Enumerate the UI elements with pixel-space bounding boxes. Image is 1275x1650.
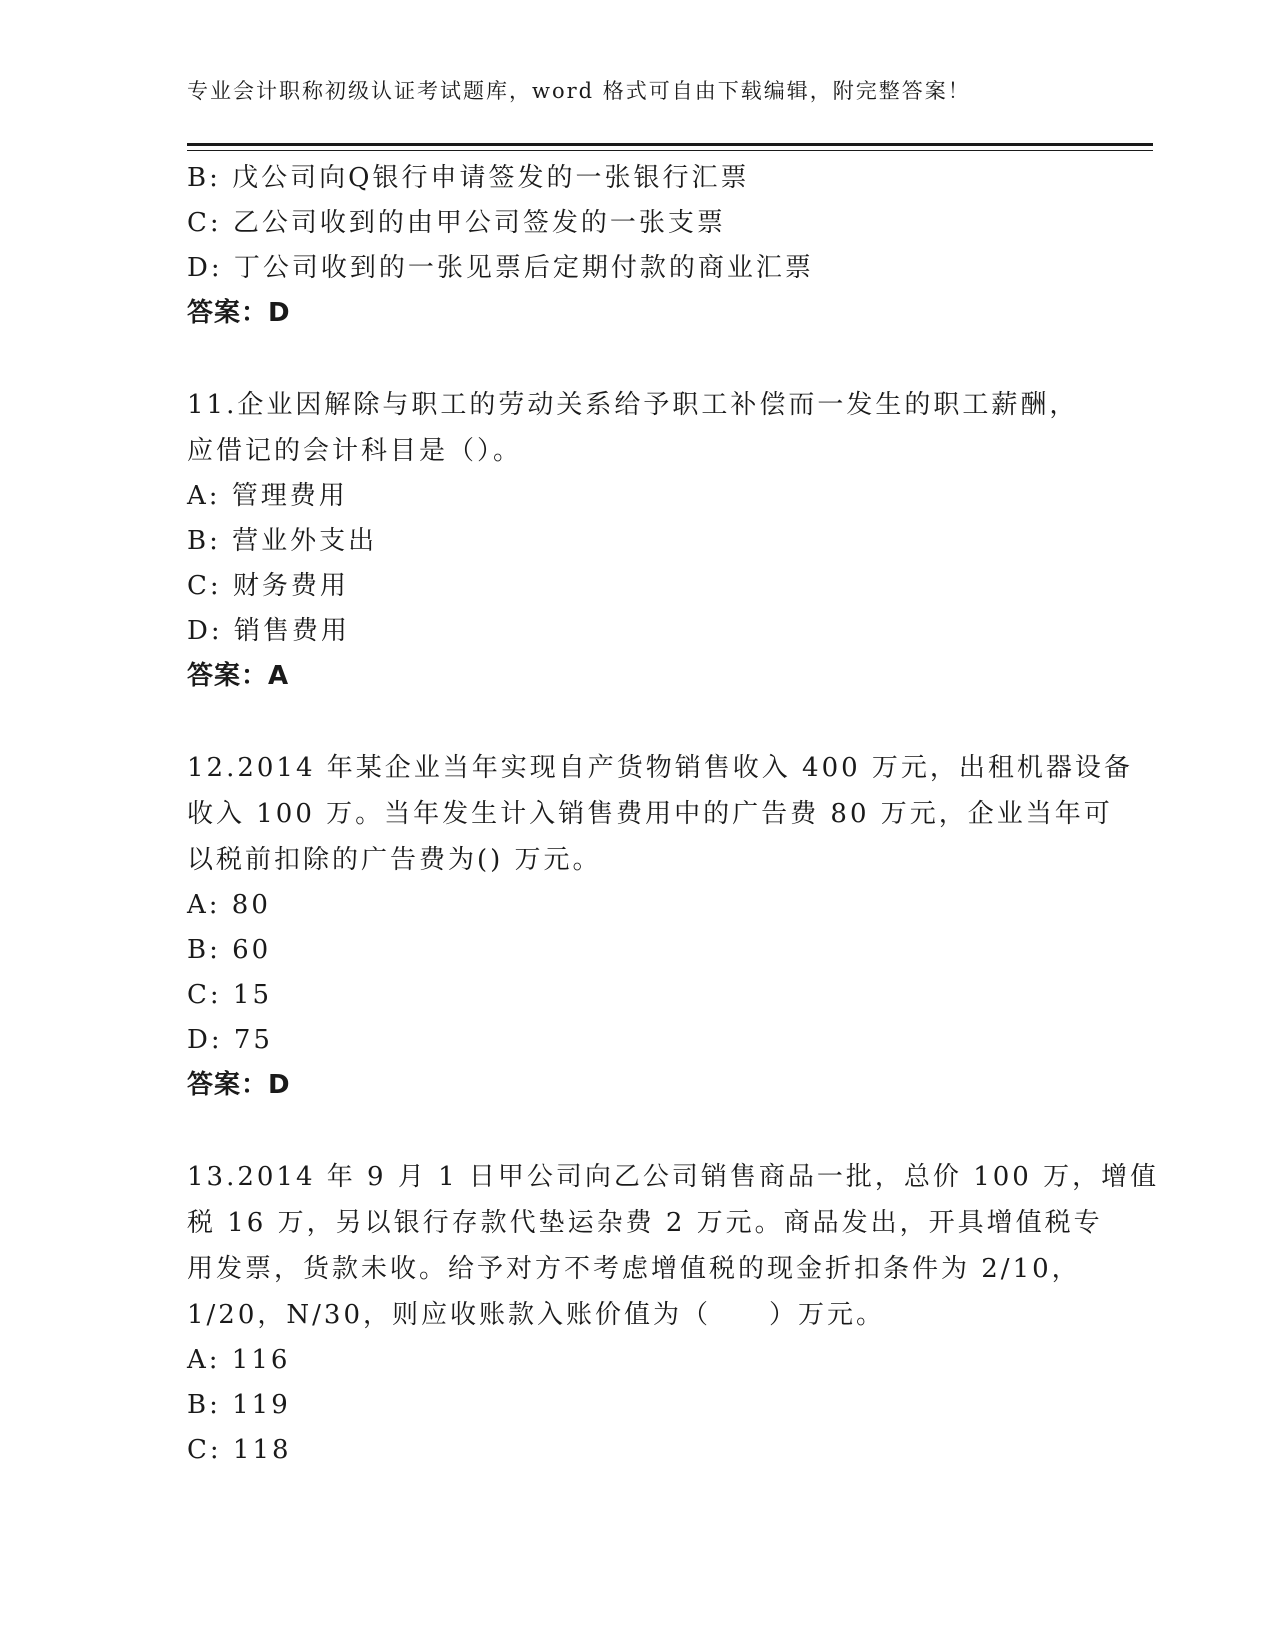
header-divider-thick xyxy=(187,143,1153,146)
question-stem-line: 用发票，货款未收。给予对方不考虑增值税的现金折扣条件为 2/10， xyxy=(187,1254,1081,1284)
answer-line: 答案：D xyxy=(187,1070,291,1100)
question-stem-line: 12.2014 年某企业当年实现自产货物销售收入 400 万元，出租机器设备 xyxy=(187,753,1133,783)
option-d: D: 丁公司收到的一张见票后定期付款的商业汇票 xyxy=(187,253,814,283)
option-b: B: 60 xyxy=(187,935,272,965)
question-13 xyxy=(187,1154,1160,1473)
question-stem-line: 应借记的会计科目是（）。 xyxy=(187,436,523,466)
question-12 xyxy=(187,745,1133,1108)
option-a: A: 80 xyxy=(187,890,271,920)
option-b: B: 营业外支出 xyxy=(187,526,378,556)
question-11 xyxy=(187,382,1087,699)
question-stem-line: 11.企业因解除与职工的劳动关系给予职工补偿而一发生的职工薪酬， xyxy=(187,390,1079,420)
option-d: D: 销售费用 xyxy=(187,616,350,646)
question-stem-line: 1/20，N/30，则应收账款入账价值为（ ）万元。 xyxy=(187,1300,885,1330)
previous-question xyxy=(187,156,1087,336)
option-c: C: 118 xyxy=(187,1435,292,1465)
question-stem-line: 税 16 万，另以银行存款代垫运杂费 2 万元。商品发出，开具增值税专 xyxy=(187,1208,1103,1238)
answer-line: 答案：A xyxy=(187,661,290,691)
answer-line: 答案：D xyxy=(187,298,291,328)
question-stem-line: 13.2014 年 9 月 1 日甲公司向乙公司销售商品一批，总价 100 万，增值 xyxy=(187,1162,1160,1192)
option-c: C: 财务费用 xyxy=(187,571,349,601)
page-header: 专业会计职称初级认证考试题库，word 格式可自由下载编辑，附完整答案！ xyxy=(187,79,971,103)
option-b: B: 戊公司向Q银行申请签发的一张银行汇票 xyxy=(187,163,750,193)
option-d: D: 75 xyxy=(187,1025,273,1055)
question-content xyxy=(187,156,1160,1473)
option-c: C: 15 xyxy=(187,980,273,1010)
header-divider-thin xyxy=(187,150,1153,151)
question-stem-line: 以税前扣除的广告费为() 万元。 xyxy=(187,845,602,875)
option-a: A: 116 xyxy=(187,1345,291,1375)
option-b: B: 119 xyxy=(187,1390,291,1420)
option-c: C: 乙公司收到的由甲公司签发的一张支票 xyxy=(187,208,726,238)
question-stem-line: 收入 100 万。当年发生计入销售费用中的广告费 80 万元，企业当年可 xyxy=(187,799,1113,829)
option-a: A: 管理费用 xyxy=(187,481,348,511)
